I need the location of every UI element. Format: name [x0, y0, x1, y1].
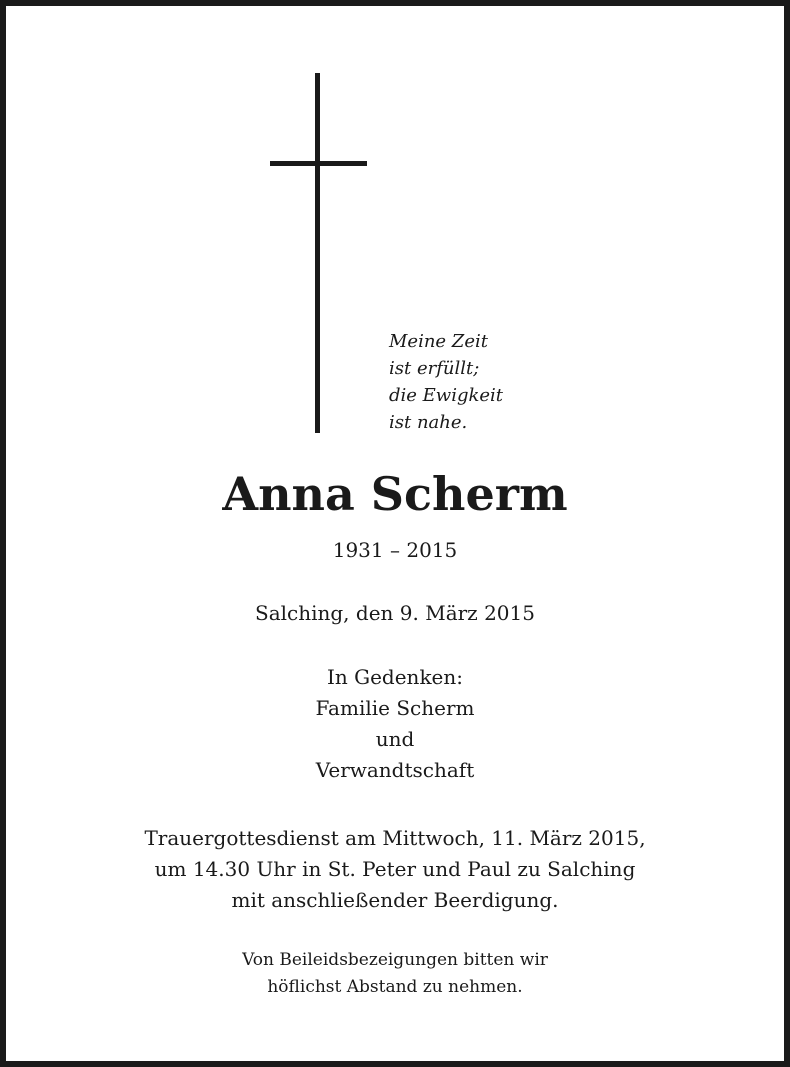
deceased-name: Anna Scherm: [222, 467, 568, 521]
verse-line: ist nahe.: [389, 412, 468, 433]
memory-line: Verwandtschaft: [315, 758, 475, 782]
cross-icon-crossbar: [270, 161, 367, 166]
service-line: mit anschließender Beerdigung.: [231, 888, 559, 912]
memory-line: Familie Scherm: [315, 696, 475, 720]
memory-line: und: [375, 727, 415, 751]
verse-line: Meine Zeit: [389, 331, 488, 352]
memory-line: In Gedenken:: [326, 665, 464, 689]
service-line: um 14.30 Uhr in St. Peter und Paul zu Salching: [154, 857, 636, 881]
condolence-line: höflichst Abstand zu nehmen.: [267, 977, 523, 997]
verse-line: ist erfüllt;: [389, 358, 480, 379]
verse-line: die Ewigkeit: [389, 385, 504, 406]
in-memory-block: [6, 662, 784, 786]
funeral-service-info: [6, 823, 784, 916]
condolence-line: Von Beileidsbezeigungen bitten wir: [242, 950, 548, 970]
cross-icon: [315, 73, 320, 433]
verse: [389, 328, 503, 436]
condolence-note: [6, 947, 784, 1001]
place-and-date: Salching, den 9. März 2015: [255, 601, 535, 625]
service-line: Trauergottesdienst am Mittwoch, 11. März 2015,: [144, 826, 646, 850]
life-years: 1931 – 2015: [332, 538, 458, 562]
